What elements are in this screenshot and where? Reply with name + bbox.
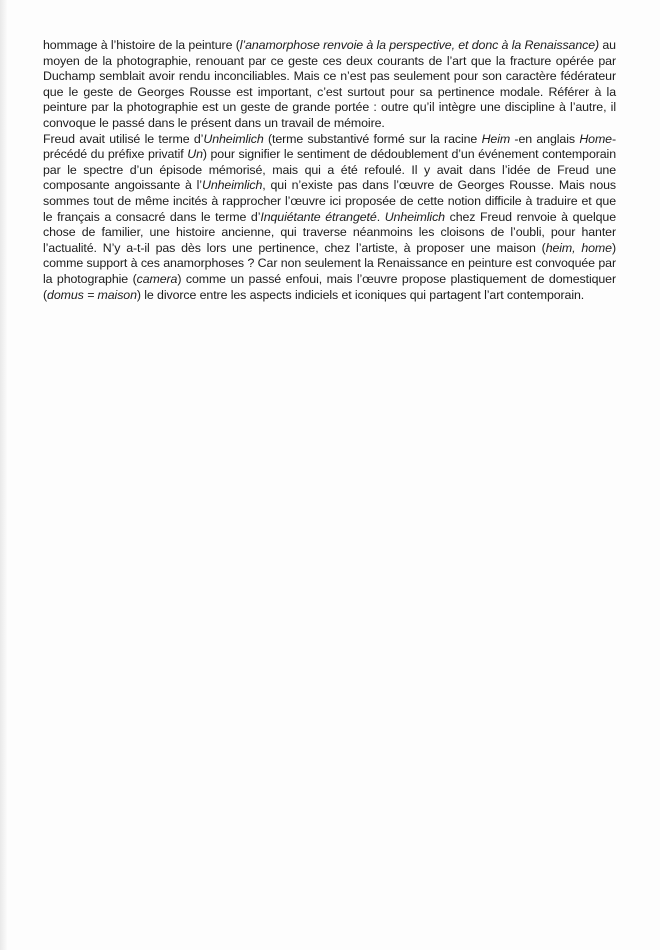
text-segment: chez Freud renvoie à quelque chose de familier, une histoire ancienne, qui traverse néanmoins les cloisons de l’oubli, pour hanter l’actualité. N’y a-t-il pas dès lors une pertinence, chez l’artiste, à proposer une maison ( bbox=[43, 209, 616, 255]
text-segment: au moyen de la photographie, renouant par ce geste ces deux courants de l’art que la fracture opérée par Duchamp semblait avoir rendu inconciliables. Mais ce n’est pas seulement pour son caractère fédérateur que le geste de Georges Rousse est important, c’est surtout pour sa pertinence modale. Référer à la peinture par la photographie est un geste de grande portée : outre qu’il intègre une discipline à l’autre, il convoque le passé dans le présent dans un travail de mémoire. bbox=[43, 38, 616, 130]
italic-text-segment: camera bbox=[136, 271, 178, 286]
body-text bbox=[43, 38, 616, 303]
italic-text-segment: l’anamorphose renvoie à la perspective, et donc à la Renaissance) bbox=[239, 38, 600, 52]
italic-text-segment: Heim bbox=[481, 131, 511, 146]
scan-edge bbox=[0, 0, 7, 950]
italic-text-segment: Un bbox=[187, 147, 203, 162]
italic-text-segment: Unheimlich bbox=[203, 131, 264, 146]
italic-text-segment: domus = maison bbox=[47, 287, 137, 302]
text-segment: (terme substantivé formé sur la racine bbox=[263, 131, 482, 146]
text-segment: Freud avait utilisé le terme d’ bbox=[43, 131, 204, 146]
text-segment: hommage à l’histoire de la peinture ( bbox=[43, 38, 240, 52]
text-segment: . bbox=[376, 209, 385, 224]
text-segment: ) le divorce entre les aspects indiciels et iconiques qui partagent l’art contemporain. bbox=[136, 287, 585, 302]
text-segment: -en anglais bbox=[510, 131, 580, 146]
paragraph bbox=[43, 132, 616, 304]
italic-text-segment: Home bbox=[579, 131, 612, 146]
text-segment: ) comme un passé enfoui, mais l’œuvre propose plastiquement de domestiquer ( bbox=[43, 271, 616, 302]
text-segment: , qui n’existe pas dans l’œuvre de Georges Rousse. Mais nous sommes tout de même incités à rapprocher l’œuvre ici proposée de cette notion difficile à traduire et que le français a consacré dans le terme d’ bbox=[43, 178, 616, 224]
italic-text-segment: Unheimlich bbox=[384, 209, 445, 224]
paragraph bbox=[43, 38, 616, 132]
text-segment: ) comme support à ces anamorphoses ? Car non seulement la Renaissance en peinture est convoquée par la photographie ( bbox=[43, 240, 616, 286]
text-segment: ) pour signifier le sentiment de dédoublement d’un événement contemporain par le spectre d’un épisode mémorisé, mais qui a été refoulé. Il y avait dans l’idée de Freud une composante angoissante à l’ bbox=[43, 147, 616, 193]
italic-text-segment: Unheimlich bbox=[201, 178, 263, 193]
italic-text-segment: heim, home bbox=[545, 240, 612, 255]
text-segment: - précédé du préfixe privatif bbox=[43, 131, 616, 162]
italic-text-segment: Inquiétante étrangeté bbox=[260, 209, 377, 224]
